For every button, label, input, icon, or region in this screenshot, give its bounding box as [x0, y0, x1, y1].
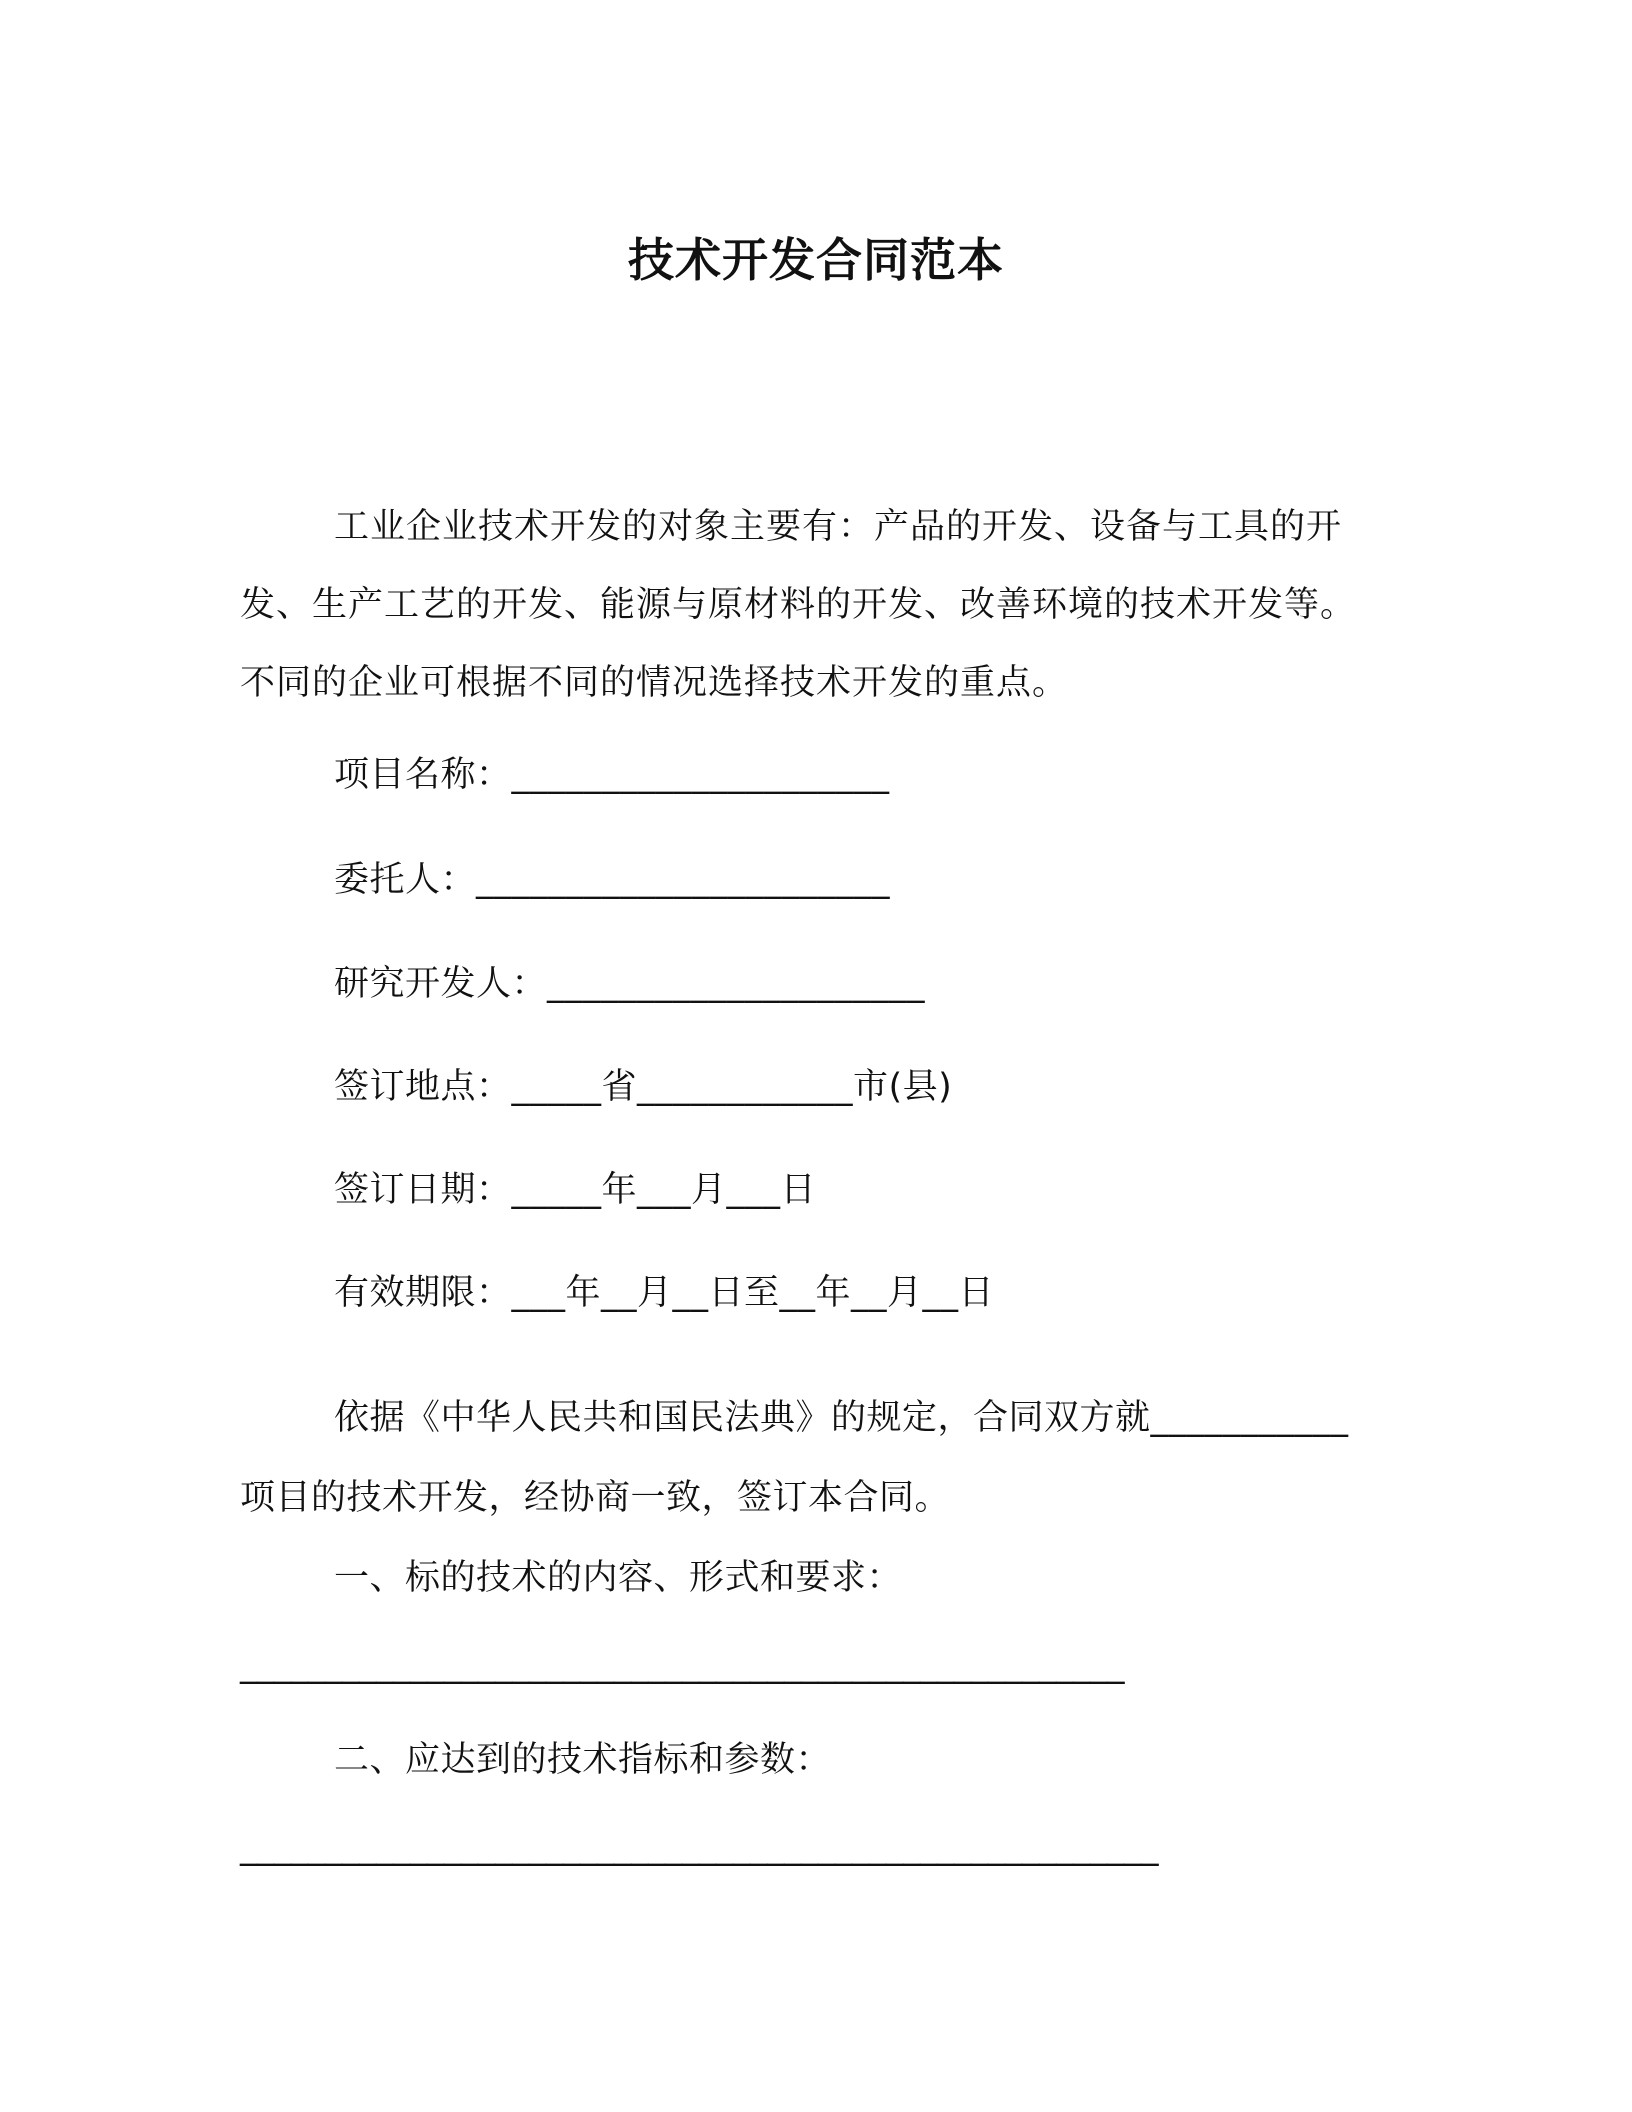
sign-place-field: 签订地点：_____省____________市(县)	[334, 1067, 953, 1107]
section-2-blank-line: ______________________________________________________	[240, 1827, 1158, 1867]
client-field: 委托人：_______________________	[334, 860, 891, 900]
basis-paragraph: 依据《中华人民共和国民法典》的规定，合同双方就___________项目的技术开发，经协商一致，签订本合同。	[240, 1398, 1349, 1518]
section-2-heading: 二、应达到的技术指标和参数：	[334, 1740, 832, 1780]
section-1-heading: 一、标的技术的内容、形式和要求：	[334, 1558, 903, 1598]
project-name-field: 项目名称：_____________________	[334, 755, 890, 795]
sign-date-field: 签订日期：_____年___月___日	[334, 1170, 817, 1210]
validity-field: 有效期限：___年__月__日至__年__月__日	[334, 1273, 995, 1313]
developer-field: 研究开发人：_____________________	[334, 964, 926, 1004]
section-1-blank-line: ____________________________________________________	[240, 1645, 1124, 1685]
document-title: 技术开发合同范本	[628, 233, 1004, 287]
intro-paragraph: 工业企业技术开发的对象主要有：产品的开发、设备与工具的开发、生产工艺的开发、能源与原材料的开发、改善环境的技术开发等。不同的企业可根据不同的情况选择技术开发的重点。	[240, 507, 1357, 703]
